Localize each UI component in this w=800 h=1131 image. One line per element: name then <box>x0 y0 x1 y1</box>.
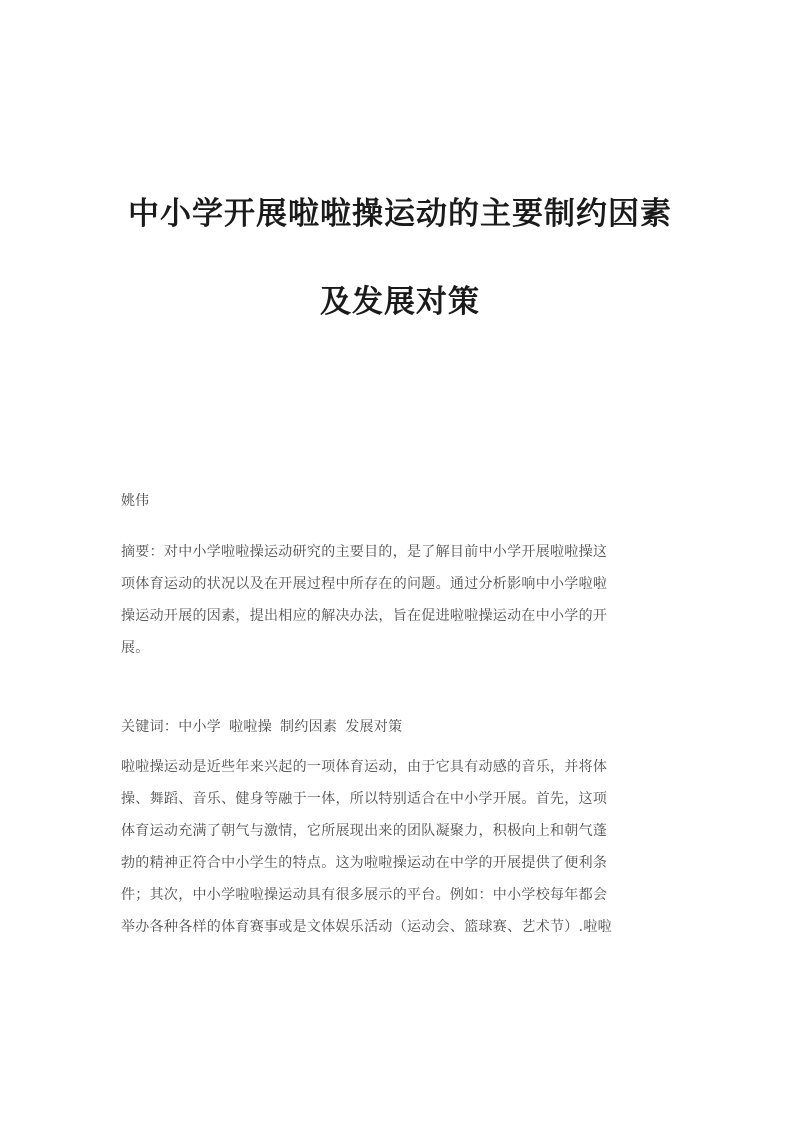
author-name: 姚伟 <box>121 493 149 509</box>
document-title-line-1: 中小学开展啦啦操运动的主要制约因素 <box>128 196 672 232</box>
body-line: 件；其次，中小学啦啦操运动具有很多展示的平台。例如：中小学校每年都会 <box>121 887 608 903</box>
abstract-line: 摘要：对中小学啦啦操运动研究的主要目的，是了解目前中小学开展啦啦操这 <box>121 544 608 560</box>
body-line: 体育运动充满了朝气与激情，它所展现出来的团队凝聚力，积极向上和朝气蓬 <box>121 823 608 839</box>
keywords-line <box>121 711 681 743</box>
abstract-paragraph <box>121 536 681 664</box>
body-line: 举办各种各样的体育赛事或是文体娱乐活动（运动会、篮球赛、艺术节）.啦啦 <box>121 919 612 935</box>
keywords-label: 关键词： <box>121 719 179 735</box>
document-title-line-2: 及发展对策 <box>320 284 480 320</box>
keywords-row <box>121 711 681 743</box>
keyword-item: 啦啦操 <box>229 719 273 735</box>
abstract-line: 项体育运动的状况以及在开展过程中所存在的问题。通过分析影响中小学啦啦 <box>121 576 608 592</box>
body-line: 勃的精神正符合中小学生的特点。这为啦啦操运动在中学的开展提供了便利条 <box>121 855 608 871</box>
keyword-item: 制约因素 <box>280 719 338 735</box>
body-paragraph <box>121 751 681 943</box>
keyword-item: 中小学 <box>178 719 222 735</box>
body-line: 啦啦操运动是近些年来兴起的一项体育运动，由于它具有动感的音乐，并将体 <box>121 759 608 775</box>
body-line: 操、舞蹈、音乐、健身等融于一体，所以特别适合在中小学开展。首先，这项 <box>121 791 608 807</box>
abstract-line: 操运动开展的因素，提出相应的解决办法，旨在促进啦啦操运动在中小学的开 <box>121 608 608 624</box>
keyword-item: 发展对策 <box>345 719 403 735</box>
abstract-line: 展。 <box>121 640 150 656</box>
